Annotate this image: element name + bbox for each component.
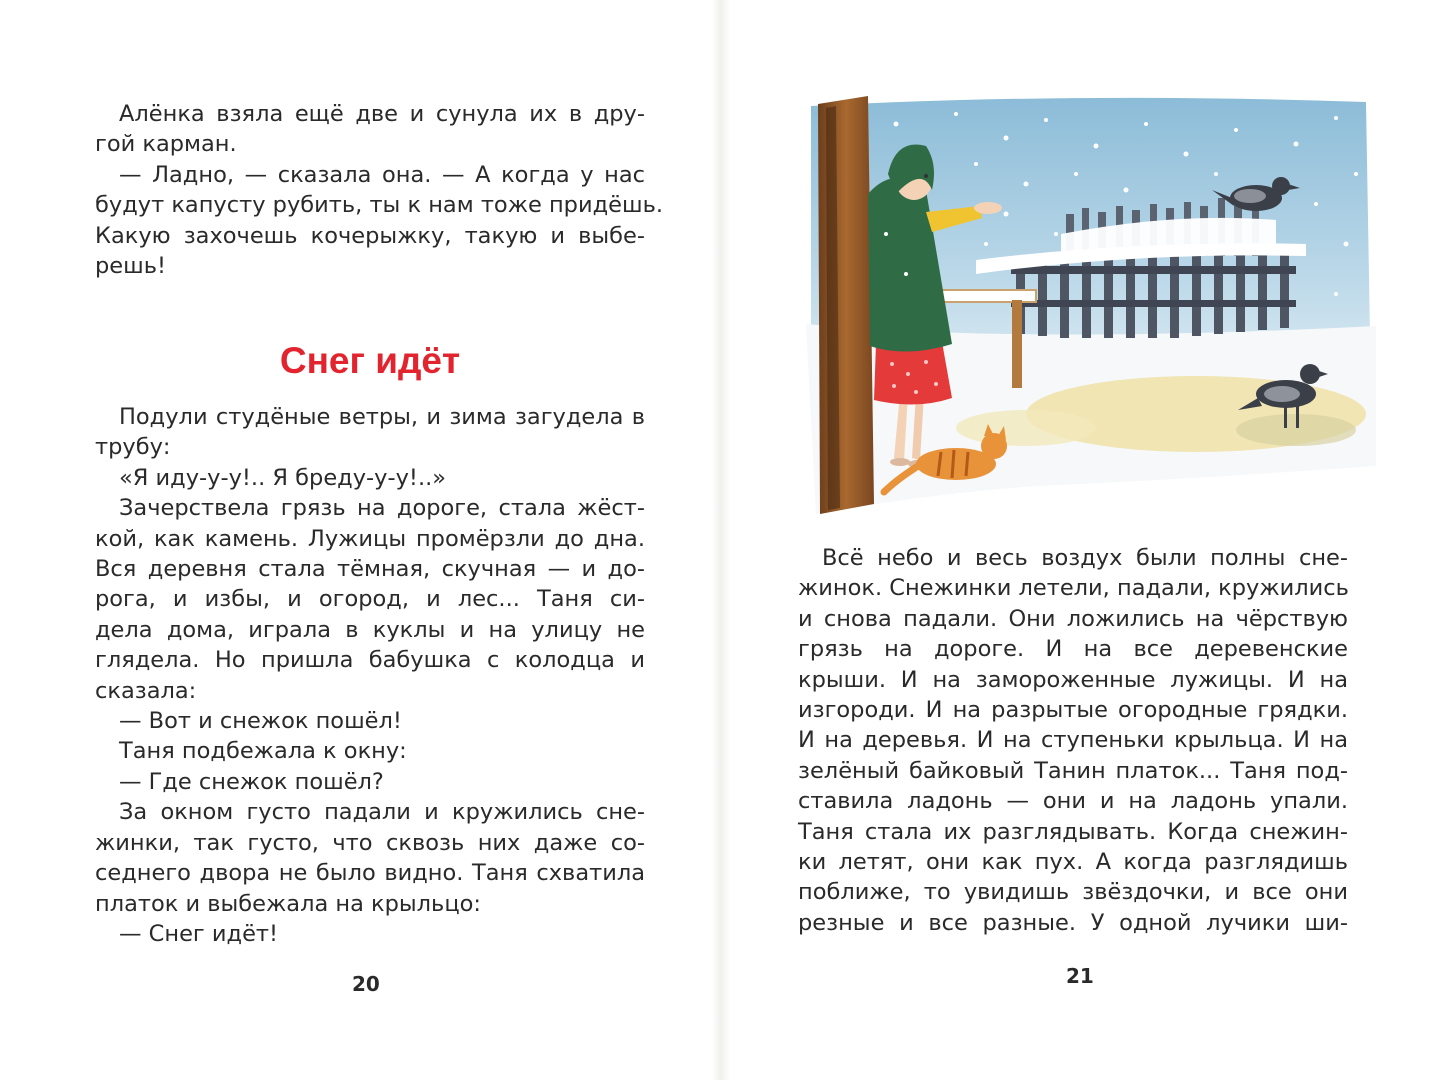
text-line: грязь на дороге. И на все деревенские [798,636,1348,663]
text-line: Зачерствела грязь на дороге, стала жёст- [119,495,645,522]
right-main-paragraphs [798,543,1348,938]
text-line: жинки, так густо, что сквозь них даже со- [95,829,645,856]
text-line: решь! [95,253,166,280]
page-number: 20 [352,972,380,996]
text-line: — Ладно, — сказала она. — А когда у нас [119,161,645,188]
text-line: крыши. И на замороженные лужицы. И на [798,666,1348,693]
text-line: трубу: [95,434,171,461]
text-line: — Где снежок пошёл? [119,768,384,795]
text-line: Всё небо и весь воздух были полны сне- [822,545,1348,571]
text-line: дела дома, играла в куклы и на улицу не [95,616,645,643]
text-line: кой, как камень. Лужицы промёрзли до дна. [95,525,645,552]
text-line: ставила ладонь — они и на ладонь упали. [798,788,1348,815]
text-line: За окном густо падали и кружились сне- [119,799,645,826]
text-line: Подули студёные ветры, и зима загудела в [119,404,645,430]
text-line: седнего двора не было видно. Таня схватила [95,860,645,887]
chapter-heading: Снег идёт [279,340,461,381]
page-number: 21 [1066,964,1094,988]
text-line: рога, и избы, и огород, и лес... Таня си- [95,586,645,613]
left-top-paragraphs [95,99,663,281]
text-line: — Вот и снежок пошёл! [119,708,402,735]
text-line: И на деревья. И на ступеньки крыльца. И на [798,727,1348,754]
text-line: и снова падали. Они ложились на чёрствую [798,605,1348,632]
left-main-paragraphs [95,402,645,949]
text-line: Вся деревня стала тёмная, скучная — и до- [95,556,645,583]
text-line: резные и все разные. У одной лучики ши- [798,909,1348,936]
text-line: Алёнка взяла ещё две и сунула их в дру- [119,101,645,127]
text-line: будут капусту рубить, ты к нам тоже придёшь. [95,192,663,219]
text-line: гой карман. [95,131,237,158]
text-line: изгороди. И на разрытые огородные грядки. [798,697,1348,724]
text-line: зелёный байковый Танин платок... Таня под- [798,757,1348,784]
text-line: — Снег идёт! [119,920,279,947]
text-line: Какую захочешь кочерыжку, такую и выбе- [95,222,645,249]
text-line: ки летят, они как пух. А когда разглядишь [798,849,1348,876]
text-line: «Я иду-у-у!.. Я бреду-у-у!..» [119,464,447,491]
right-page [721,0,1442,1080]
text-line: поближе, то увидишь звёздочки, и все они [798,879,1348,906]
text-line: Таня стала их разглядывать. Когда снежин- [798,818,1348,845]
text-line: Таня подбежала к окну: [119,738,407,765]
text-line: сказала: [95,677,197,704]
text-line: глядела. Но пришла бабушка с колодца и [95,647,645,674]
text-line: платок и выбежала на крыльцо: [95,890,481,917]
snow-scene-illustration [776,94,1376,534]
text-line: жинок. Снежинки летели, падали, кружились [798,575,1349,602]
